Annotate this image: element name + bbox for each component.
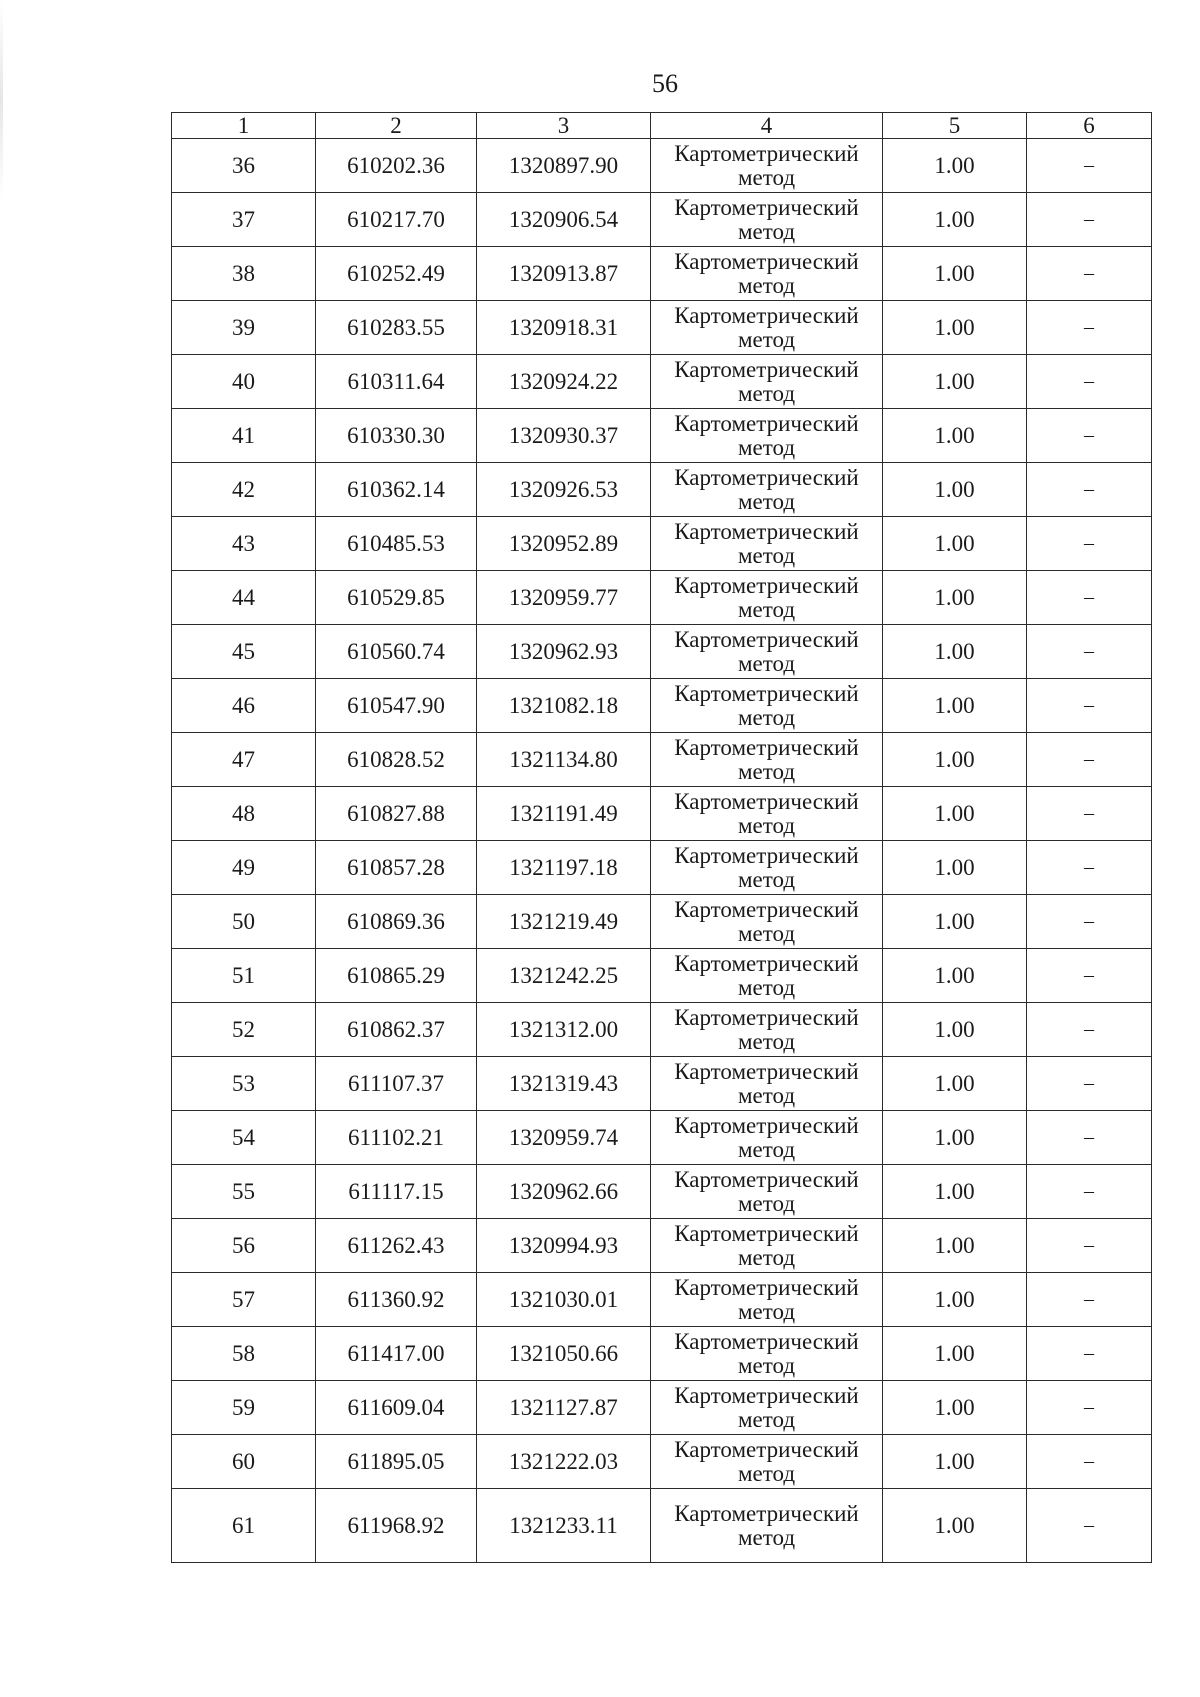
point-number-cell: 49 <box>172 841 316 895</box>
x-coordinate-cell: 610827.88 <box>316 787 477 841</box>
method-line-2: метод <box>737 921 796 946</box>
method-line-1: Картометрический <box>674 1501 859 1526</box>
table-row <box>172 949 1152 1003</box>
method-line-1: Картометрический <box>674 519 859 544</box>
x-coordinate-cell: 610828.52 <box>316 733 477 787</box>
method-line-2: метод <box>737 165 796 190</box>
accuracy-cell: 1.00 <box>883 463 1027 517</box>
column-header-4: 4 <box>651 113 883 139</box>
accuracy-cell: 1.00 <box>883 1489 1027 1563</box>
table-row <box>172 1273 1152 1327</box>
y-coordinate-cell: 1321082.18 <box>477 679 651 733</box>
table-row <box>172 571 1152 625</box>
point-number-cell: 55 <box>172 1165 316 1219</box>
method-line-2: метод <box>737 1299 796 1324</box>
point-number-cell: 39 <box>172 301 316 355</box>
point-number-cell: 59 <box>172 1381 316 1435</box>
point-number-cell: 56 <box>172 1219 316 1273</box>
method-cell <box>651 247 883 301</box>
note-cell: – <box>1027 193 1152 247</box>
point-number-cell: 40 <box>172 355 316 409</box>
table-row <box>172 355 1152 409</box>
point-number-cell: 54 <box>172 1111 316 1165</box>
method-line-2: метод <box>737 1461 796 1486</box>
point-number-cell: 47 <box>172 733 316 787</box>
point-number-cell: 36 <box>172 139 316 193</box>
table-row <box>172 1489 1152 1563</box>
y-coordinate-cell: 1320924.22 <box>477 355 651 409</box>
method-line-1: Картометрический <box>674 681 859 706</box>
accuracy-cell: 1.00 <box>883 409 1027 463</box>
method-line-2: метод <box>737 1245 796 1270</box>
x-coordinate-cell: 611360.92 <box>316 1273 477 1327</box>
accuracy-cell: 1.00 <box>883 1165 1027 1219</box>
method-line-1: Картометрический <box>674 195 859 220</box>
method-cell <box>651 301 883 355</box>
table-row <box>172 625 1152 679</box>
x-coordinate-cell: 610529.85 <box>316 571 477 625</box>
y-coordinate-cell: 1320959.77 <box>477 571 651 625</box>
header-row <box>172 113 1152 139</box>
method-text <box>651 141 882 190</box>
accuracy-cell: 1.00 <box>883 787 1027 841</box>
note-cell: – <box>1027 355 1152 409</box>
method-line-1: Картометрический <box>674 1221 859 1246</box>
table-row <box>172 1435 1152 1489</box>
method-cell <box>651 679 883 733</box>
method-line-1: Картометрический <box>674 735 859 760</box>
method-line-2: метод <box>737 327 796 352</box>
note-cell: – <box>1027 247 1152 301</box>
accuracy-cell: 1.00 <box>883 301 1027 355</box>
method-line-1: Картометрический <box>674 573 859 598</box>
table-header <box>172 113 1152 139</box>
method-line-2: метод <box>737 1525 796 1550</box>
method-line-2: метод <box>737 597 796 622</box>
method-line-2: метод <box>737 543 796 568</box>
method-line-2: метод <box>737 1083 796 1108</box>
accuracy-cell: 1.00 <box>883 625 1027 679</box>
x-coordinate-cell: 611895.05 <box>316 1435 477 1489</box>
note-cell: – <box>1027 1327 1152 1381</box>
accuracy-cell: 1.00 <box>883 895 1027 949</box>
point-number-cell: 51 <box>172 949 316 1003</box>
method-line-1: Картометрический <box>674 465 859 490</box>
method-text <box>651 1059 882 1108</box>
method-line-1: Картометрический <box>674 1005 859 1030</box>
note-cell: – <box>1027 1435 1152 1489</box>
note-cell: – <box>1027 625 1152 679</box>
x-coordinate-cell: 610202.36 <box>316 139 477 193</box>
table-row <box>172 301 1152 355</box>
method-text <box>651 1167 882 1216</box>
y-coordinate-cell: 1320959.74 <box>477 1111 651 1165</box>
method-cell <box>651 1273 883 1327</box>
x-coordinate-cell: 611968.92 <box>316 1489 477 1563</box>
scan-edge-shadow <box>0 0 3 200</box>
accuracy-cell: 1.00 <box>883 1057 1027 1111</box>
note-cell: – <box>1027 895 1152 949</box>
method-line-1: Картометрический <box>674 1275 859 1300</box>
point-number-cell: 60 <box>172 1435 316 1489</box>
method-line-1: Картометрический <box>674 1437 859 1462</box>
method-line-1: Картометрический <box>674 789 859 814</box>
method-line-1: Картометрический <box>674 1059 859 1084</box>
note-cell: – <box>1027 1219 1152 1273</box>
table-row <box>172 1219 1152 1273</box>
method-text <box>651 1501 882 1550</box>
method-line-2: метод <box>737 1407 796 1432</box>
x-coordinate-cell: 610857.28 <box>316 841 477 895</box>
column-header-2: 2 <box>316 113 477 139</box>
x-coordinate-cell: 611262.43 <box>316 1219 477 1273</box>
note-cell: – <box>1027 949 1152 1003</box>
accuracy-cell: 1.00 <box>883 193 1027 247</box>
table-row <box>172 1381 1152 1435</box>
note-cell: – <box>1027 517 1152 571</box>
method-text <box>651 1275 882 1324</box>
table-row <box>172 463 1152 517</box>
method-cell <box>651 1489 883 1563</box>
y-coordinate-cell: 1320930.37 <box>477 409 651 463</box>
column-header-6: 6 <box>1027 113 1152 139</box>
accuracy-cell: 1.00 <box>883 1003 1027 1057</box>
note-cell: – <box>1027 1057 1152 1111</box>
x-coordinate-cell: 611417.00 <box>316 1327 477 1381</box>
accuracy-cell: 1.00 <box>883 841 1027 895</box>
point-number-cell: 46 <box>172 679 316 733</box>
method-line-1: Картометрический <box>674 1383 859 1408</box>
table-row <box>172 1057 1152 1111</box>
x-coordinate-cell: 610330.30 <box>316 409 477 463</box>
table-row <box>172 1327 1152 1381</box>
method-text <box>651 195 882 244</box>
method-text <box>651 1329 882 1378</box>
accuracy-cell: 1.00 <box>883 355 1027 409</box>
method-text <box>651 627 882 676</box>
table-row <box>172 841 1152 895</box>
method-line-2: метод <box>737 489 796 514</box>
y-coordinate-cell: 1320918.31 <box>477 301 651 355</box>
note-cell: – <box>1027 1111 1152 1165</box>
point-number-cell: 37 <box>172 193 316 247</box>
y-coordinate-cell: 1320913.87 <box>477 247 651 301</box>
point-number-cell: 58 <box>172 1327 316 1381</box>
table-row <box>172 787 1152 841</box>
method-line-1: Картометрический <box>674 357 859 382</box>
table-row <box>172 1003 1152 1057</box>
x-coordinate-cell: 611102.21 <box>316 1111 477 1165</box>
y-coordinate-cell: 1320926.53 <box>477 463 651 517</box>
note-cell: – <box>1027 463 1152 517</box>
method-text <box>651 1383 882 1432</box>
note-cell: – <box>1027 733 1152 787</box>
x-coordinate-cell: 610283.55 <box>316 301 477 355</box>
table-row <box>172 409 1152 463</box>
method-line-2: метод <box>737 219 796 244</box>
x-coordinate-cell: 610362.14 <box>316 463 477 517</box>
note-cell: – <box>1027 1273 1152 1327</box>
accuracy-cell: 1.00 <box>883 1435 1027 1489</box>
accuracy-cell: 1.00 <box>883 1381 1027 1435</box>
method-text <box>651 465 882 514</box>
method-cell <box>651 1435 883 1489</box>
y-coordinate-cell: 1321222.03 <box>477 1435 651 1489</box>
method-line-1: Картометрический <box>674 897 859 922</box>
table-row <box>172 517 1152 571</box>
point-number-cell: 44 <box>172 571 316 625</box>
method-text <box>651 1221 882 1270</box>
method-line-2: метод <box>737 273 796 298</box>
method-line-2: метод <box>737 651 796 676</box>
y-coordinate-cell: 1320962.93 <box>477 625 651 679</box>
method-line-2: метод <box>737 1191 796 1216</box>
accuracy-cell: 1.00 <box>883 949 1027 1003</box>
method-line-1: Картометрический <box>674 843 859 868</box>
accuracy-cell: 1.00 <box>883 247 1027 301</box>
point-number-cell: 50 <box>172 895 316 949</box>
method-cell <box>651 193 883 247</box>
method-text <box>651 357 882 406</box>
method-cell <box>651 787 883 841</box>
method-cell <box>651 949 883 1003</box>
table-row <box>172 733 1152 787</box>
table-row <box>172 193 1152 247</box>
page-number: 56 <box>652 69 678 98</box>
note-cell: – <box>1027 841 1152 895</box>
method-text <box>651 897 882 946</box>
method-text <box>651 1005 882 1054</box>
method-text <box>651 951 882 1000</box>
y-coordinate-cell: 1321030.01 <box>477 1273 651 1327</box>
note-cell: – <box>1027 1381 1152 1435</box>
method-text <box>651 843 882 892</box>
note-cell: – <box>1027 679 1152 733</box>
method-cell <box>651 841 883 895</box>
method-cell <box>651 571 883 625</box>
method-line-1: Картометрический <box>674 627 859 652</box>
method-cell <box>651 517 883 571</box>
column-header-5: 5 <box>883 113 1027 139</box>
table-row <box>172 679 1152 733</box>
y-coordinate-cell: 1320994.93 <box>477 1219 651 1273</box>
method-line-2: метод <box>737 975 796 1000</box>
coordinates-table <box>171 112 1152 1563</box>
x-coordinate-cell: 610485.53 <box>316 517 477 571</box>
accuracy-cell: 1.00 <box>883 139 1027 193</box>
column-header-3: 3 <box>477 113 651 139</box>
point-number-cell: 43 <box>172 517 316 571</box>
method-cell <box>651 1165 883 1219</box>
method-text <box>651 249 882 298</box>
note-cell: – <box>1027 1165 1152 1219</box>
x-coordinate-cell: 610547.90 <box>316 679 477 733</box>
method-cell <box>651 1057 883 1111</box>
method-text <box>651 519 882 568</box>
method-cell <box>651 463 883 517</box>
method-cell <box>651 1327 883 1381</box>
y-coordinate-cell: 1320962.66 <box>477 1165 651 1219</box>
accuracy-cell: 1.00 <box>883 733 1027 787</box>
x-coordinate-cell: 610865.29 <box>316 949 477 1003</box>
method-text <box>651 411 882 460</box>
method-text <box>651 573 882 622</box>
method-line-2: метод <box>737 1353 796 1378</box>
accuracy-cell: 1.00 <box>883 679 1027 733</box>
method-line-2: метод <box>737 813 796 838</box>
method-text <box>651 735 882 784</box>
method-line-2: метод <box>737 1137 796 1162</box>
method-cell <box>651 409 883 463</box>
method-line-1: Картометрический <box>674 249 859 274</box>
y-coordinate-cell: 1321219.49 <box>477 895 651 949</box>
accuracy-cell: 1.00 <box>883 1273 1027 1327</box>
table-row <box>172 1111 1152 1165</box>
method-text <box>651 681 882 730</box>
method-line-1: Картометрический <box>674 411 859 436</box>
method-text <box>651 303 882 352</box>
method-text <box>651 1437 882 1486</box>
method-line-1: Картометрический <box>674 951 859 976</box>
x-coordinate-cell: 610252.49 <box>316 247 477 301</box>
method-text <box>651 789 882 838</box>
x-coordinate-cell: 610862.37 <box>316 1003 477 1057</box>
x-coordinate-cell: 610217.70 <box>316 193 477 247</box>
accuracy-cell: 1.00 <box>883 1219 1027 1273</box>
point-number-cell: 42 <box>172 463 316 517</box>
y-coordinate-cell: 1321242.25 <box>477 949 651 1003</box>
method-line-1: Картометрический <box>674 1113 859 1138</box>
y-coordinate-cell: 1321134.80 <box>477 733 651 787</box>
method-cell <box>651 355 883 409</box>
y-coordinate-cell: 1320897.90 <box>477 139 651 193</box>
method-line-1: Картометрический <box>674 1167 859 1192</box>
note-cell: – <box>1027 787 1152 841</box>
y-coordinate-cell: 1321319.43 <box>477 1057 651 1111</box>
method-cell <box>651 733 883 787</box>
x-coordinate-cell: 611117.15 <box>316 1165 477 1219</box>
x-coordinate-cell: 610560.74 <box>316 625 477 679</box>
x-coordinate-cell: 610869.36 <box>316 895 477 949</box>
accuracy-cell: 1.00 <box>883 571 1027 625</box>
y-coordinate-cell: 1321233.11 <box>477 1489 651 1563</box>
y-coordinate-cell: 1321191.49 <box>477 787 651 841</box>
point-number-cell: 48 <box>172 787 316 841</box>
y-coordinate-cell: 1321312.00 <box>477 1003 651 1057</box>
accuracy-cell: 1.00 <box>883 1327 1027 1381</box>
table-body <box>172 139 1152 1563</box>
x-coordinate-cell: 610311.64 <box>316 355 477 409</box>
table-row <box>172 139 1152 193</box>
y-coordinate-cell: 1321197.18 <box>477 841 651 895</box>
table-row <box>172 247 1152 301</box>
method-line-2: метод <box>737 1029 796 1054</box>
method-line-1: Картометрический <box>674 1329 859 1354</box>
y-coordinate-cell: 1321050.66 <box>477 1327 651 1381</box>
point-number-cell: 61 <box>172 1489 316 1563</box>
x-coordinate-cell: 611609.04 <box>316 1381 477 1435</box>
method-line-2: метод <box>737 759 796 784</box>
point-number-cell: 41 <box>172 409 316 463</box>
y-coordinate-cell: 1320906.54 <box>477 193 651 247</box>
column-header-1: 1 <box>172 113 316 139</box>
note-cell: – <box>1027 139 1152 193</box>
x-coordinate-cell: 611107.37 <box>316 1057 477 1111</box>
accuracy-cell: 1.00 <box>883 517 1027 571</box>
point-number-cell: 53 <box>172 1057 316 1111</box>
point-number-cell: 57 <box>172 1273 316 1327</box>
method-line-1: Картометрический <box>674 303 859 328</box>
method-cell <box>651 895 883 949</box>
method-line-2: метод <box>737 867 796 892</box>
point-number-cell: 45 <box>172 625 316 679</box>
note-cell: – <box>1027 409 1152 463</box>
note-cell: – <box>1027 1489 1152 1563</box>
method-cell <box>651 1219 883 1273</box>
table-row <box>172 895 1152 949</box>
method-cell <box>651 1381 883 1435</box>
method-cell <box>651 1111 883 1165</box>
method-line-2: метод <box>737 705 796 730</box>
method-line-2: метод <box>737 435 796 460</box>
method-cell <box>651 1003 883 1057</box>
y-coordinate-cell: 1321127.87 <box>477 1381 651 1435</box>
point-number-cell: 38 <box>172 247 316 301</box>
method-line-1: Картометрический <box>674 141 859 166</box>
y-coordinate-cell: 1320952.89 <box>477 517 651 571</box>
method-cell <box>651 625 883 679</box>
method-line-2: метод <box>737 381 796 406</box>
point-number-cell: 52 <box>172 1003 316 1057</box>
note-cell: – <box>1027 571 1152 625</box>
accuracy-cell: 1.00 <box>883 1111 1027 1165</box>
note-cell: – <box>1027 301 1152 355</box>
method-cell <box>651 139 883 193</box>
table-row <box>172 1165 1152 1219</box>
note-cell: – <box>1027 1003 1152 1057</box>
method-text <box>651 1113 882 1162</box>
